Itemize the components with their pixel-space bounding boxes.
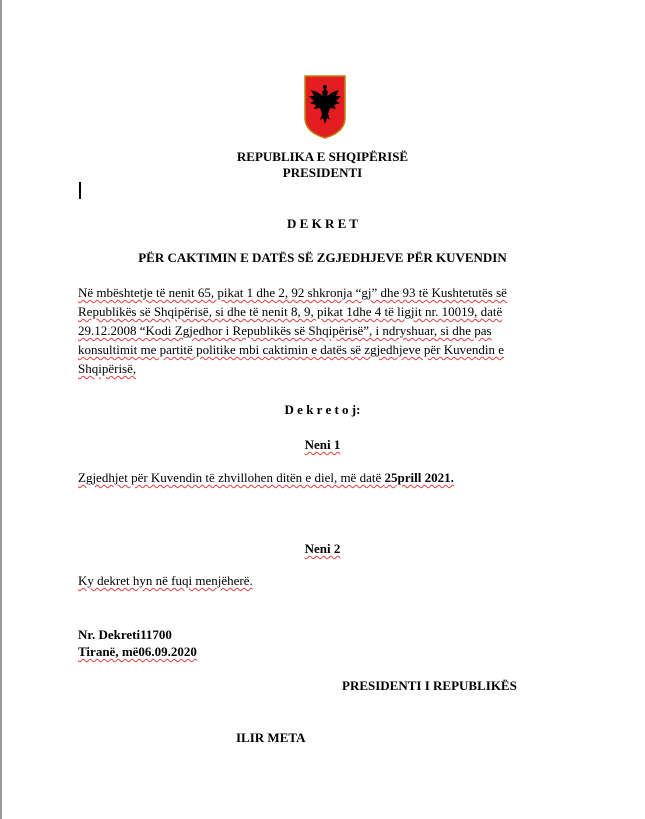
election-date: 25prill 2021. xyxy=(384,470,454,485)
decree-subject: PËR CAKTIMIN E DATËS SË ZGJEDHJEVE PËR KUVENDIN xyxy=(138,250,507,265)
article-1-heading xyxy=(0,437,645,453)
signature-title: PRESIDENTI I REPUBLIKËS xyxy=(342,678,517,693)
article-2-heading-text: Neni 2 xyxy=(304,541,341,556)
preamble-paragraph xyxy=(78,283,554,378)
article-1-text xyxy=(78,470,454,486)
article-2-heading xyxy=(0,541,645,557)
place-date-text: Tiranë, më06.09.2020 xyxy=(78,644,197,659)
preamble-line: Në mbështetje të nenit 65, pikat 1 dhe 2, 92 shkronja “gj” dhe 93 të Kushtetutës së xyxy=(78,285,507,300)
preamble-line: 29.12.2008 “Kodi Zgjedhor i Republikës së Shqipërisë”, i ndryshuar, si dhe pas xyxy=(78,323,492,338)
decreeing-heading: D e k r e t o j: xyxy=(284,402,361,417)
article-1-body: Zgjedhjet për Kuvendin të zhvillohen ditën e diel, më datë xyxy=(78,470,385,485)
republic-heading: REPUBLIKA E SHQIPËRISË xyxy=(236,149,409,164)
article-2-text xyxy=(78,573,253,589)
albanian-eagle-emblem-icon xyxy=(303,74,347,140)
decree-title: D E K R E T xyxy=(287,216,358,231)
text-cursor[interactable] xyxy=(79,182,81,199)
preamble-line: konsultimit me partitë politike mbi caktimin e datës së zgjedhjeve për Kuvendin e xyxy=(78,342,504,357)
decree-number: Nr. Dekreti11700 xyxy=(78,627,172,642)
signature-name: ILIR META xyxy=(236,730,306,745)
article-2-body: Ky dekret hyn në fuqi menjëherë. xyxy=(78,573,253,588)
place-date xyxy=(78,644,197,660)
preamble-line: Republikës së Shqipërisë, si dhe të nenit 8, 9, pikat 1dhe 4 të ligjit nr. 10019, datë xyxy=(78,304,503,319)
preamble-line: Shqipërisë, xyxy=(78,361,137,376)
article-1-heading-text: Neni 1 xyxy=(304,437,341,452)
office-heading: PRESIDENTI xyxy=(282,165,363,180)
